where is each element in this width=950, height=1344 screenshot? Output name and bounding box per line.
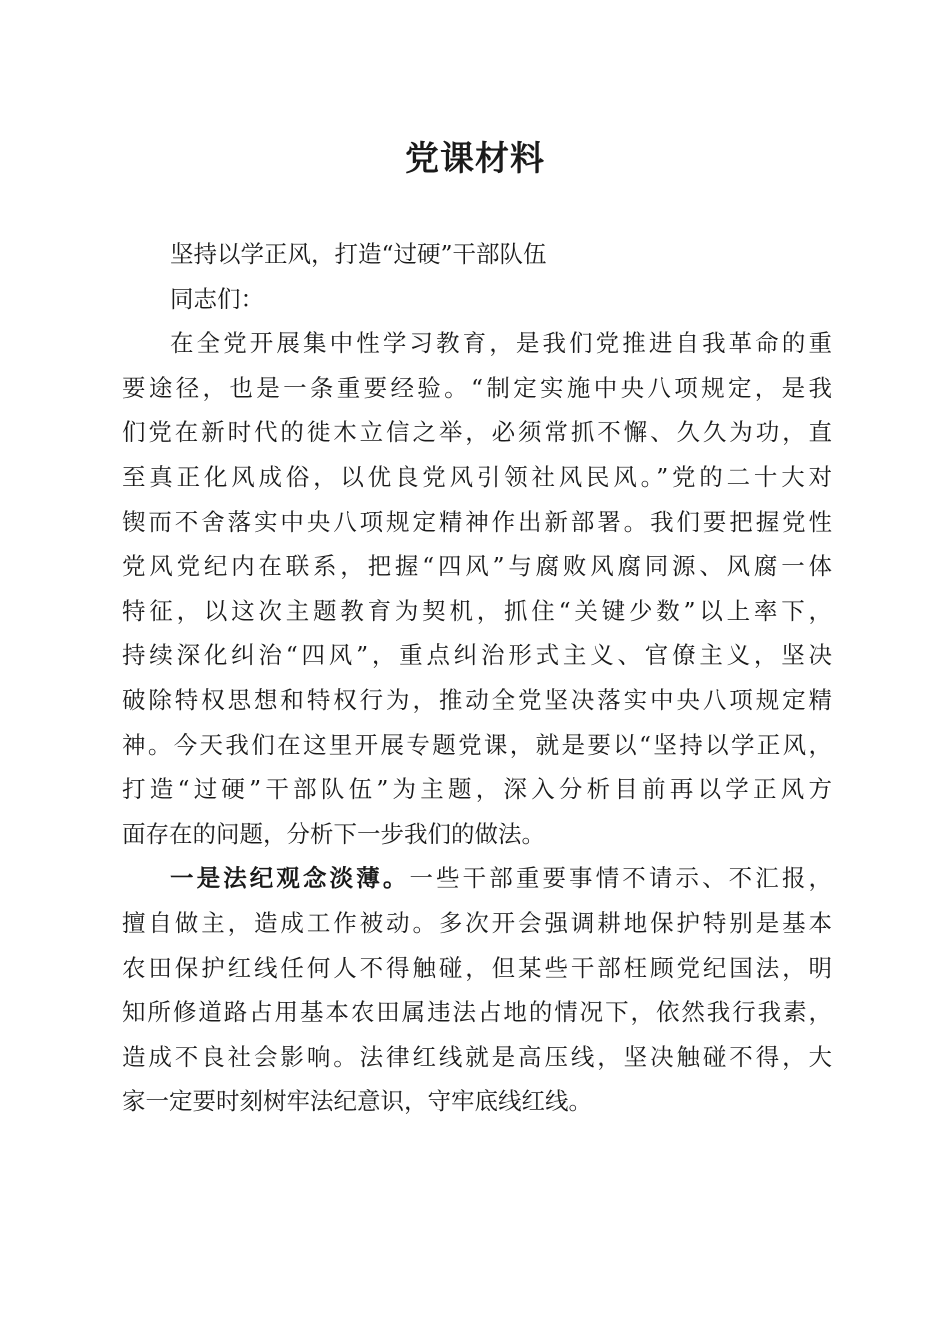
paragraph-line: 打造“过硬”干部队伍”为主题，深入分析目前再以学正风方	[122, 775, 832, 804]
paragraph-line: 们党在新时代的徙木立信之举，必须常抓不懈、久久为功，直	[122, 418, 832, 447]
paragraph-line: 持续深化纠治“四风”，重点纠治形式主义、官僚主义，坚决	[122, 641, 832, 670]
section-heading-rest: 一些干部重要事情不请示、不汇报，	[409, 864, 832, 893]
paragraph-line: 家一定要时刻树牢法纪意识，守牢底线红线。	[122, 1087, 592, 1116]
section-heading: 一是法纪观念淡薄。	[170, 864, 410, 893]
paragraph-line: 特征，以这次主题教育为契机，抓住“关键少数”以上率下，	[122, 596, 832, 625]
paragraph-line: 至真正化风成俗，以优良党风引领社风民风。”党的二十大对	[122, 462, 832, 491]
paragraph-line: 知所修道路占用基本农田属违法占地的情况下，依然我行我素，	[122, 998, 832, 1027]
paragraph-line: 农田保护红线任何人不得触碰，但某些干部枉顾党纪国法，明	[122, 953, 832, 982]
paragraph-line: 擅自做主，造成工作被动。多次开会强调耕地保护特别是基本	[122, 908, 832, 937]
salutation: 同志们：	[170, 284, 264, 313]
paragraph-line: 党风党纪内在联系，把握“四风”与腐败风腐同源、风腐一体	[122, 552, 832, 581]
paragraph-line: 在全党开展集中性学习教育，是我们党推进自我革命的重	[170, 329, 832, 358]
paragraph-line: 破除特权思想和特权行为，推动全党坚决落实中央八项规定精	[122, 685, 832, 714]
paragraph-line: 锲而不舍落实中央八项规定精神作出新部署。我们要把握党性	[122, 507, 832, 536]
paragraph-line-with-heading	[122, 856, 832, 901]
paragraph-line: 造成不良社会影响。法律红线就是高压线，坚决触碰不得，大	[122, 1042, 832, 1071]
document-title: 党课材料	[405, 139, 545, 179]
paragraph-intro	[122, 321, 832, 856]
paragraph-discipline	[122, 856, 832, 1124]
paragraph-line: 神。今天我们在这里开展专题党课，就是要以“坚持以学正风，	[122, 730, 832, 759]
document-body	[122, 232, 832, 1124]
subtitle: 坚持以学正风，打造“过硬”干部队伍	[170, 240, 547, 268]
paragraph-line: 要途径，也是一条重要经验。“制定实施中央八项规定，是我	[122, 373, 832, 402]
paragraph-line: 面存在的问题，分析下一步我们的做法。	[122, 819, 545, 848]
